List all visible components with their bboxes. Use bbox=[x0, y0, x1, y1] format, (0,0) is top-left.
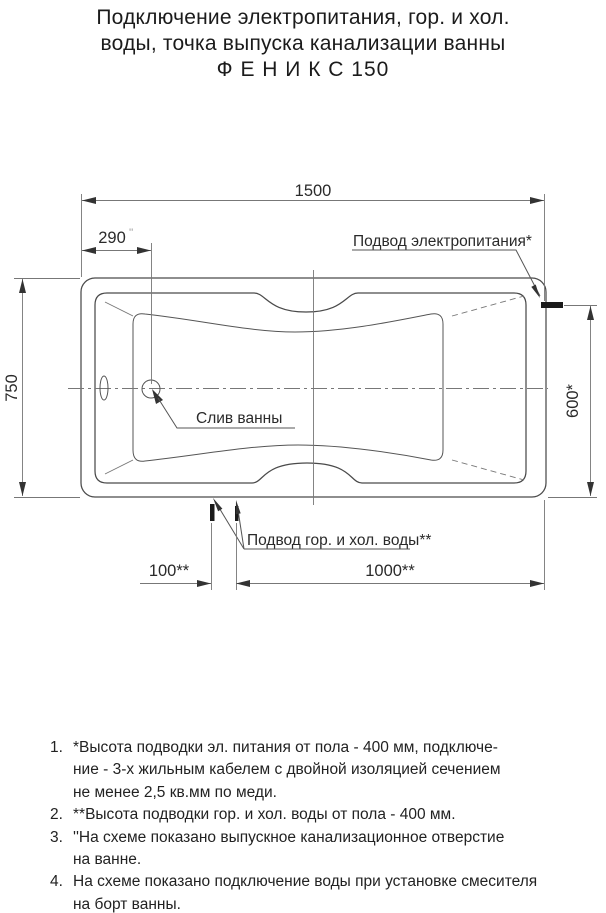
title-line-1: Подключение электропитания, гор. и хол. bbox=[96, 6, 510, 29]
dim-1000-arrow-right bbox=[530, 580, 544, 587]
footnote-4-number: 4. bbox=[50, 873, 63, 891]
slope-edge-top-right bbox=[452, 296, 524, 316]
footnote-1 bbox=[50, 737, 595, 804]
dim-100-arrow bbox=[197, 580, 211, 587]
footnotes bbox=[50, 737, 595, 913]
dim-1500-label: 1500 bbox=[294, 182, 332, 200]
tub-bowl-outline bbox=[133, 314, 443, 462]
footnote-4 bbox=[50, 871, 595, 913]
water-callout-label: Подвод гор. и хол. воды** bbox=[247, 532, 432, 549]
title-line-2: воды, точка выпуска канализации ванны bbox=[100, 32, 506, 55]
overflow-hole bbox=[100, 376, 108, 400]
dim-750-arrow-top bbox=[19, 279, 26, 293]
footnote-2-line-1: **Высота подводки гор. и хол. воды от пола - 400 мм. bbox=[73, 806, 456, 824]
electric-connection-mark bbox=[541, 302, 563, 308]
footnote-4-line-2: на борт ванны. bbox=[73, 895, 181, 913]
electric-leader-line bbox=[352, 250, 540, 296]
drain-callout-label: Слив ванны bbox=[196, 410, 283, 427]
footnote-4-line-1: На схеме показано подключение воды при установке смесителя bbox=[73, 873, 538, 891]
dim-100-label: 100** bbox=[148, 562, 190, 580]
dim-290-arrow-right bbox=[137, 247, 151, 254]
footnote-3-line-2: на ванне. bbox=[73, 851, 142, 869]
footnote-1-line-3: не менее 2,5 кв.мм по меди. bbox=[73, 783, 277, 801]
title-model: Ф Е Н И К С 150 bbox=[216, 58, 390, 81]
dim-600-label: 600* bbox=[564, 384, 582, 418]
dim-1500-arrow-right bbox=[530, 197, 544, 204]
hot-water-connection-mark bbox=[210, 504, 215, 521]
footnote-1-line-2: ние - 3-х жильным кабелем с двойной изоляцией сечением bbox=[73, 761, 501, 779]
drain-leader-arrowhead bbox=[152, 389, 163, 404]
electric-callout-label: Подвод электропитания* bbox=[353, 233, 532, 250]
dim-750-label: 750 bbox=[3, 374, 21, 402]
footnote-1-number: 1. bbox=[50, 739, 63, 756]
slope-edge-bottom-right bbox=[452, 460, 524, 480]
dim-290-label: 290 bbox=[98, 229, 126, 247]
footnote-3-number: 3. bbox=[50, 828, 63, 846]
slope-edge-bottom-left bbox=[105, 460, 133, 474]
dim-1500-arrow-left bbox=[82, 197, 96, 204]
footnote-3 bbox=[50, 827, 595, 872]
electric-leader-arrowhead bbox=[531, 285, 540, 299]
dim-1000-label: 1000** bbox=[365, 562, 415, 580]
footnote-2-number: 2. bbox=[50, 806, 63, 824]
slope-edge-top-left bbox=[105, 302, 133, 316]
footnote-1-line-1: *Высота подводки эл. питания от пола - 400 мм, подключе- bbox=[73, 739, 498, 756]
dim-750-arrow-bottom bbox=[19, 482, 26, 496]
water-leader-arrowhead-2 bbox=[236, 500, 241, 514]
dim-290-mark: '' bbox=[129, 227, 134, 239]
footnote-2 bbox=[50, 804, 595, 826]
dim-600-arrow-top bbox=[587, 306, 594, 320]
dim-600-arrow-bottom bbox=[587, 482, 594, 496]
dim-290-arrow-left bbox=[82, 247, 96, 254]
dim-1000-arrow-left bbox=[236, 580, 250, 587]
footnote-3-line-1: ''На схеме показано выпускное канализационное отверстие bbox=[73, 828, 505, 846]
